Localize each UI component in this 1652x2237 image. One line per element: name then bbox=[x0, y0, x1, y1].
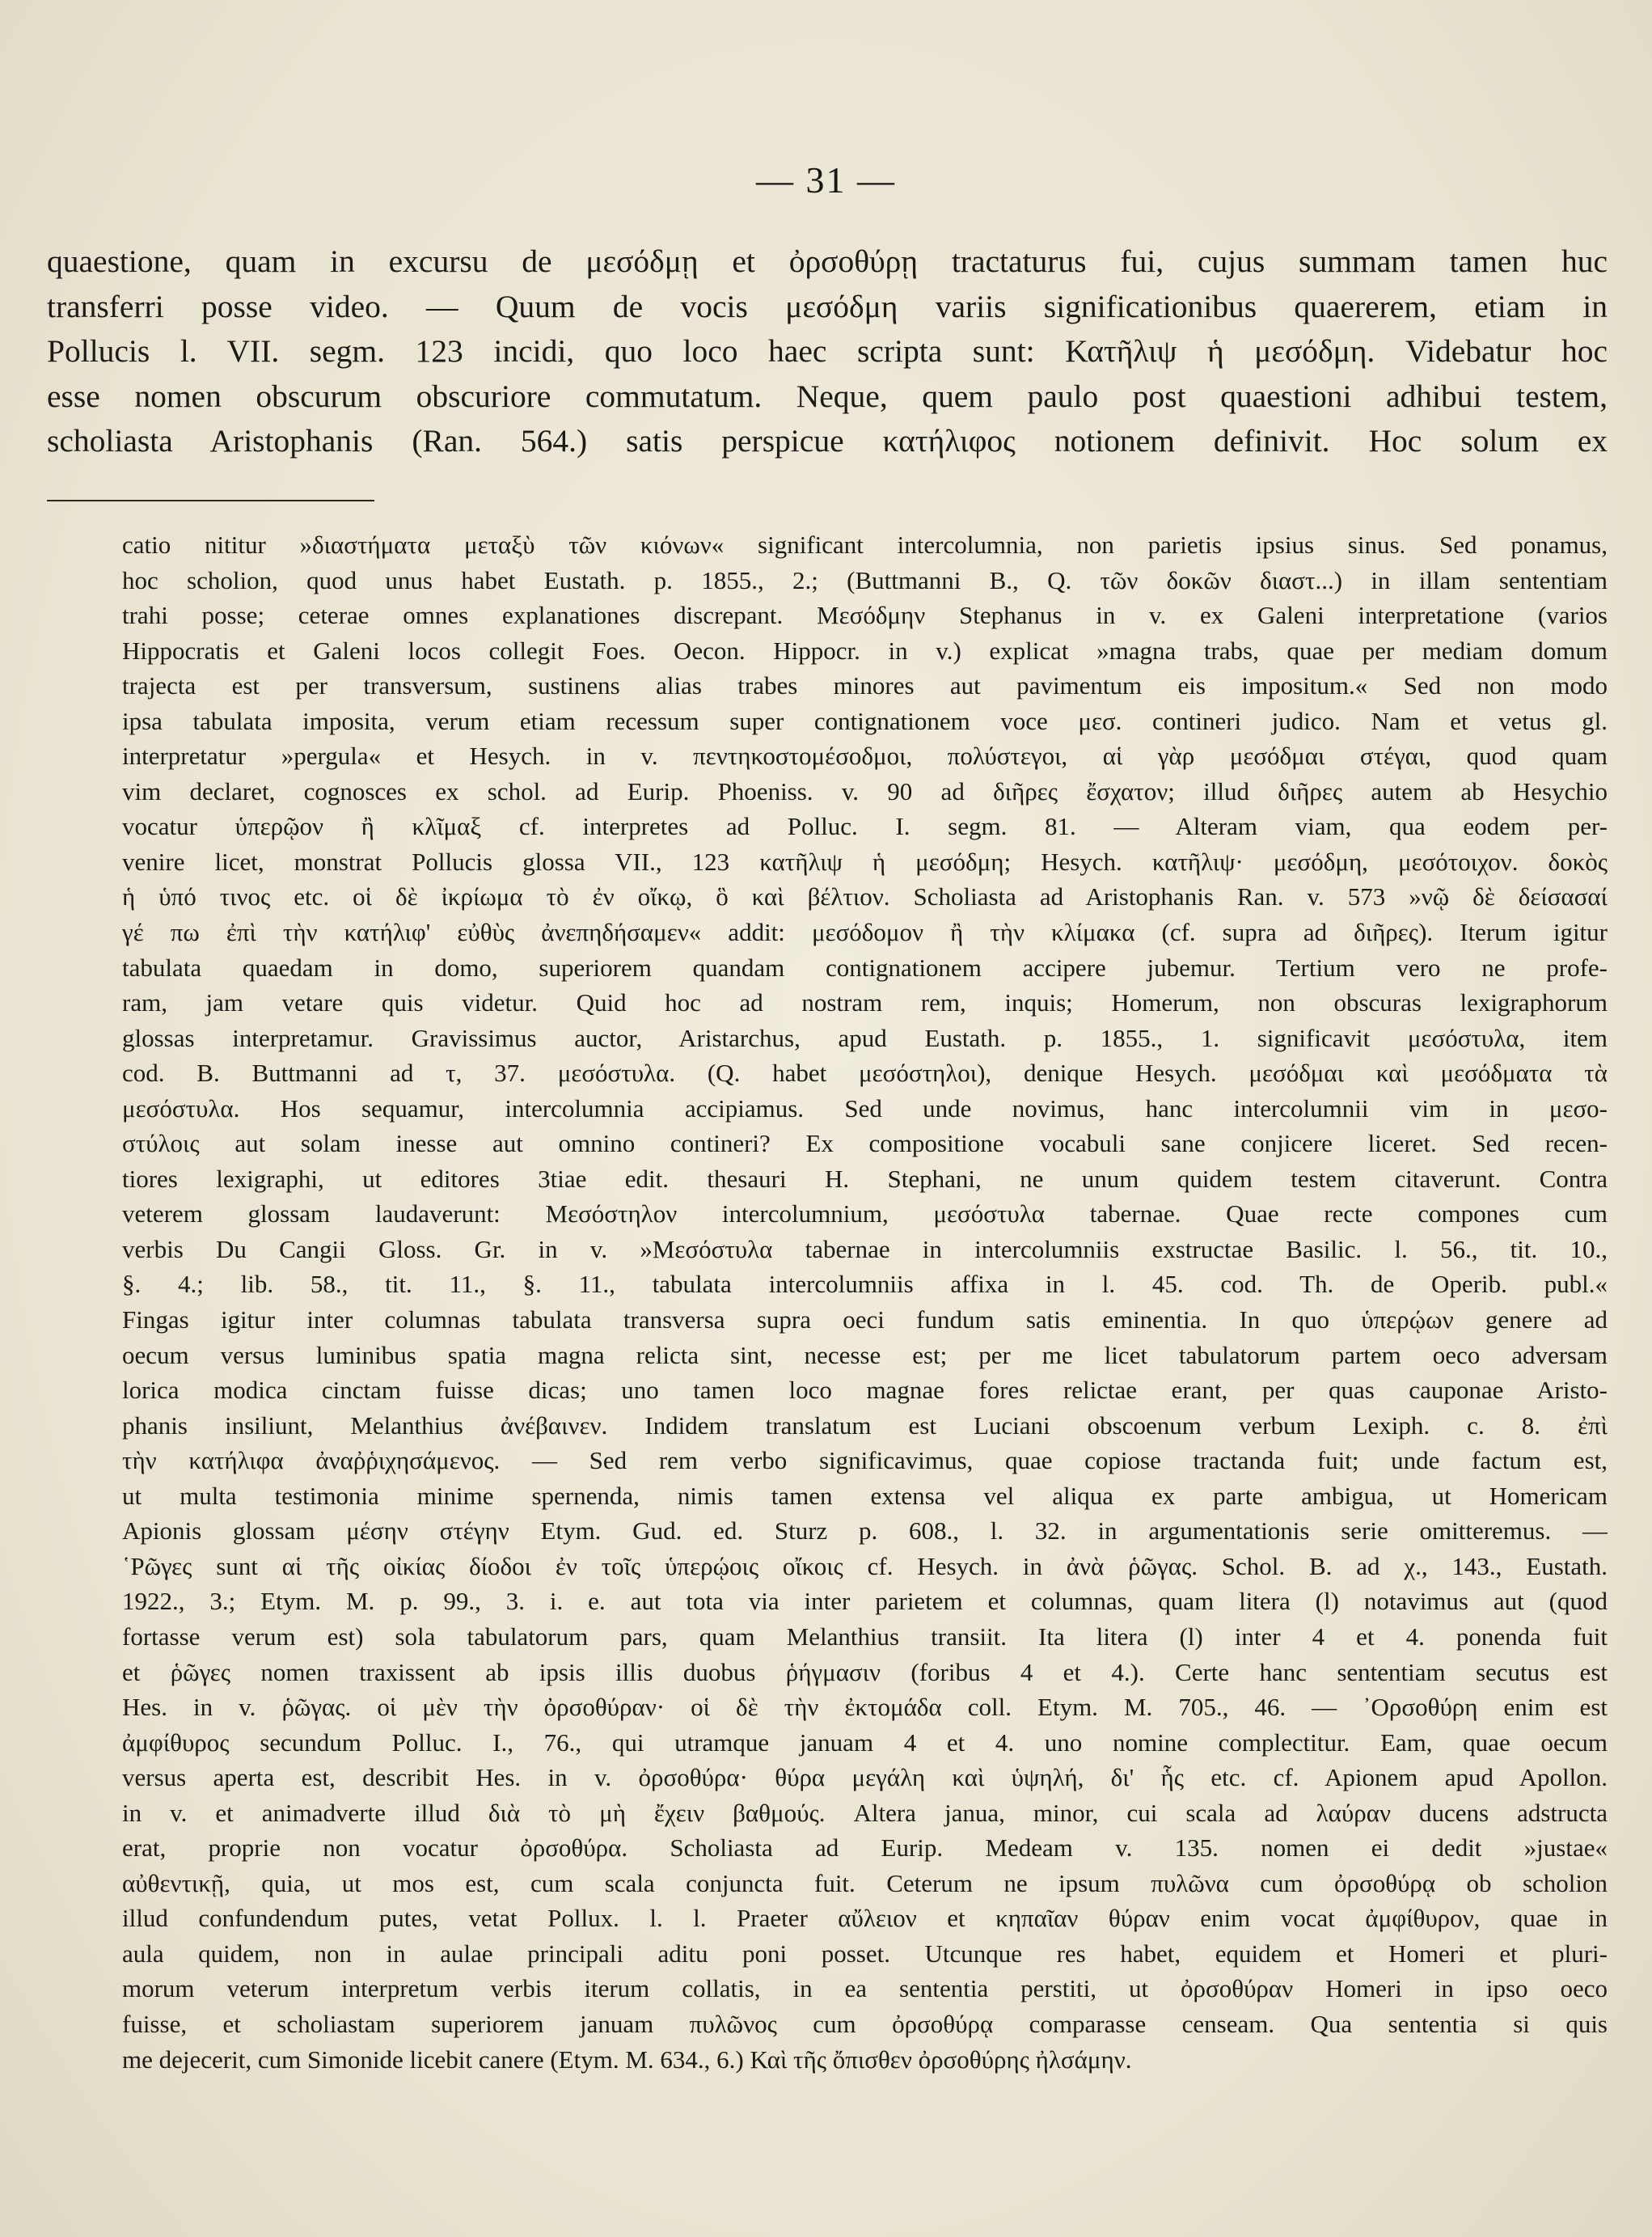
main-text-line: esse nomen obscurum obscuriore commutatum. Neque, quem paulo post quaestioni adhibui testem, bbox=[47, 378, 1608, 414]
main-text-line: scholiasta Aristophanis (Ran. 564.) satis perspicue κατήλιφος notionem definivit. Hoc solum ex bbox=[47, 423, 1608, 459]
footnote-line: et ῥῶγες nomen traxissent ab ipsis illis duobus ῥήγμασιν (foribus 4 et 4.). Certe hanc sententiam secutus est bbox=[122, 1657, 1608, 1686]
footnote-line: hoc scholion, quod unus habet Eustath. p. 1855., 2.; (Buttmanni B., Q. τῶν δοκῶν διαστ...) in illam sententiam bbox=[122, 565, 1608, 594]
footnote-line: fortasse verum est) sola tabulatorum pars, quam Melanthius transiit. Ita litera (l) inter 4 et 4. ponenda fuit bbox=[122, 1622, 1608, 1651]
main-text-line: transferri posse video. — Quum de vocis μεσόδμη variis significationibus quaererem, etiam in bbox=[47, 288, 1608, 324]
footnote-line: aula quidem, non in aulae principali aditu poni posset. Utcunque res habet, equidem et Homeri et pluri- bbox=[122, 1939, 1608, 1968]
footnote-line: morum veterum interpretum verbis iterum collatis, in ea sententia perstiti, ut ὀρσοθύραν Homeri in ipso oeco bbox=[122, 1974, 1608, 2003]
footnote-line: illud confundendum putes, vetat Pollux. l. l. Praeter αὔλειον et κηπαῖαν θύραν enim vocat ἀμφίθυρον, quae in bbox=[122, 1904, 1608, 1933]
main-text-line: Pollucis l. VII. segm. 123 incidi, quo loco haec scripta sunt: Κατῆλιψ ἡ μεσόδμη. Videbatur hoc bbox=[47, 333, 1608, 370]
footnote-line: αὐθεντικῇ, quia, ut mos est, cum scala conjuncta fuit. Ceterum ne ipsum πυλῶνα cum ὀρσοθύρᾳ ob scholion bbox=[122, 1868, 1608, 1897]
footnote-line: 1922., 3.; Etym. M. p. 99., 3. i. e. aut tota via inter parietem et columnas, quam litera (l) notavimus aut (quod bbox=[122, 1587, 1608, 1616]
footnote-line: ῾Ρῶγες sunt αἱ τῆς οἰκίας δίοδοι ἐν τοῖς ὑπερῴοις οἴκοις cf. Hesych. in ἀνὰ ῥῶγας. Schol. B. ad χ., 143., Eustath. bbox=[122, 1551, 1608, 1580]
footnote-line: venire licet, monstrat Pollucis glossa VII., 123 κατῆλιψ ἡ μεσόδμη; Hesych. κατῆλιψ· μεσόδμη, μεσότοιχον. δοκὸς bbox=[122, 847, 1608, 876]
footnote-separator-rule bbox=[47, 500, 374, 501]
footnote-line: cod. B. Buttmanni ad τ, 37. μεσόστυλα. (Q. habet μεσόστηλοι), denique Hesych. μεσόδμαι καὶ μεσόδματα τὰ bbox=[122, 1059, 1608, 1088]
footnote-line: ἀμφίθυρος secundum Polluc. I., 76., qui utramque januam 4 et 4. uno nomine complectitur. Eam, quae oecum bbox=[122, 1727, 1608, 1757]
footnote-line: vim declaret, cognosces ex schol. ad Eurip. Phoeniss. v. 90 ad διῆρες ἔσχατον; illud διῆρες autem ab Hesychio bbox=[122, 776, 1608, 806]
footnote-line: lorica modica cinctam fuisse dicas; uno tamen loco magnae fores relictae erant, per quas cauponae Aristo- bbox=[122, 1376, 1608, 1405]
footnote-line: me dejecerit, cum Simonide licebit canere (Etym. M. 634., 6.) Καὶ τῆς ὄπισθεν ὀρσοθύρης ἠλσάμην. bbox=[122, 2045, 1132, 2074]
footnote-line: ἡ ὑπό τινος etc. οἱ δὲ ἰκρίωμα τὸ ἐν οἴκῳ, ὃ καὶ βέλτιον. Scholiasta ad Aristophanis Ran. v. 573 »νῷ δὲ δείσασαί bbox=[122, 882, 1608, 911]
footnote-line: tabulata quaedam in domo, superiorem quandam contignationem accipere jubemur. Tertium vero ne profe- bbox=[122, 953, 1608, 982]
main-text-block bbox=[47, 239, 1608, 464]
footnote-line: catio nititur »διαστήματα μεταξὺ τῶν κιόνων« significant intercolumnia, non parietis ipsius sinus. Sed ponamus, bbox=[122, 531, 1608, 559]
footnote-line: tiores lexigraphi, ut editores 3tiae edit. thesauri H. Stephani, ne unum quidem testem citaverunt. Contra bbox=[122, 1164, 1608, 1193]
footnote-line: trajecta est per transversum, sustinens alias trabes minores aut pavimentum eis impositum.« Sed non modo bbox=[122, 671, 1608, 700]
footnote-text-block bbox=[122, 527, 1608, 2077]
footnote-line: τὴν κατήλιφα ἀναῤῥιχησάμενος. — Sed rem verbo significavimus, quae copiose tractanda fuit; unde factum est, bbox=[122, 1446, 1608, 1475]
footnote-line: γέ πω ἐπὶ τὴν κατήλιφ' εὐθὺς ἀνεπηδήσαμεν« addit: μεσόδομον ἢ τὴν κλίμακα (cf. supra ad διῆρες). Iterum igitur bbox=[122, 918, 1608, 947]
footnote-line: trahi posse; ceterae omnes explanationes discrepant. Μεσόδμην Stephanus in v. ex Galeni interpretatione (varios bbox=[122, 601, 1608, 630]
footnote-line: μεσόστυλα. Hos sequamur, intercolumnia accipiamus. Sed unde novimus, hanc intercolumnii vim in μεσο- bbox=[122, 1093, 1608, 1123]
footnote-line: in v. et animadverte illud διὰ τὸ μὴ ἔχειν βαθμούς. Altera janua, minor, cui scala ad λαύραν ducens adstructa bbox=[122, 1798, 1608, 1827]
footnote-line: Hes. in v. ῥῶγας. οἱ μὲν τὴν ὀρσοθύραν· οἱ δὲ τὴν ἐκτομάδα coll. Etym. M. 705., 46. — ᾿Ορσοθύρη enim est bbox=[122, 1693, 1608, 1722]
footnote-line: Fingas igitur inter columnas tabulata transversa supra oeci fundum satis eminentia. In quo ὑπερῴων genere ad bbox=[122, 1305, 1608, 1334]
footnote-line: Hippocratis et Galeni locos collegit Foes. Oecon. Hippocr. in v.) explicat »magna trabs, quae per mediam domum bbox=[122, 636, 1608, 665]
footnote-line: glossas interpretamur. Gravissimus auctor, Aristarchus, apud Eustath. p. 1855., 1. significavit μεσόστυλα, item bbox=[122, 1023, 1608, 1052]
page-number: — 31 — bbox=[756, 159, 896, 201]
footnote-line: erat, proprie non vocatur ὀρσοθύρα. Scholiasta ad Eurip. Medeam v. 135. nomen ei dedit »justae« bbox=[122, 1833, 1608, 1863]
footnote-line: versus aperta est, describit Hes. in v. ὀρσοθύρα· θύρα μεγάλη καὶ ὑψηλή, δι' ἧς etc. cf. Apionem apud Apollon. bbox=[122, 1763, 1608, 1792]
main-text-line: quaestione, quam in excursu de μεσόδμῃ et ὀρσοθύρῃ tractaturus fui, cujus summam tamen huc bbox=[47, 243, 1608, 279]
footnote-line: oecum versus luminibus spatia magna relicta sint, necesse est; per me licet tabulatorum partem oeco adversam bbox=[122, 1340, 1608, 1369]
footnote-line: ram, jam vetare quis videtur. Quid hoc ad nostram rem, inquis; Homerum, non obscuras lexigraphorum bbox=[122, 988, 1608, 1017]
footnote-line: veterem glossam laudaverunt: Μεσόστηλον intercolumnium, μεσόστυλα tabernae. Quae recte compones cum bbox=[122, 1199, 1608, 1228]
footnote-line: verbis Du Cangii Gloss. Gr. in v. »Μεσόστυλα tabernae in intercolumniis exstructae Basilic. l. 56., tit. 10., bbox=[122, 1234, 1608, 1263]
footnote-line: fuisse, et scholiastam superiorem januam πυλῶνος cum ὀρσοθύρᾳ comparasse censeam. Qua sententia si quis bbox=[122, 2009, 1608, 2038]
footnote-line: interpretatur »pergula« et Hesych. in v. πεντηκοστομέσοδμοι, πολύστεγοι, αἱ γὰρ μεσόδμαι στέγαι, quod quam bbox=[122, 742, 1608, 771]
footnote-line: §. 4.; lib. 58., tit. 11., §. 11., tabulata intercolumniis affixa in l. 45. cod. Th. de Operib. publ.« bbox=[122, 1270, 1608, 1299]
footnote-line: phanis insiliunt, Melanthius ἀνέβαινεν. Indidem translatum est Luciani obscoenum verbum Lexiph. c. 8. ἐπὶ bbox=[122, 1410, 1608, 1440]
footnote-line: Apionis glossam μέσην στέγην Etym. Gud. ed. Sturz p. 608., l. 32. in argumentationis serie omitteremus. — bbox=[122, 1516, 1608, 1546]
footnote-line: ut multa testimonia minime spernenda, nimis tamen extensa vel aliqua ex parte ambigua, ut Homericam bbox=[122, 1481, 1608, 1510]
footnote-line: vocatur ὑπερῷον ἢ κλῖμαξ cf. interpretes ad Polluc. I. segm. 81. — Alteram viam, qua eodem per- bbox=[122, 812, 1608, 841]
footnote-line: στύλοις aut solam inesse aut omnino contineri? Ex compositione vocabuli sane conjicere liceret. Sed recen- bbox=[122, 1129, 1608, 1158]
footnote-line: ipsa tabulata imposita, verum etiam recessum super contignationem voce μεσ. contineri judico. Nam et vetus gl. bbox=[122, 706, 1608, 735]
